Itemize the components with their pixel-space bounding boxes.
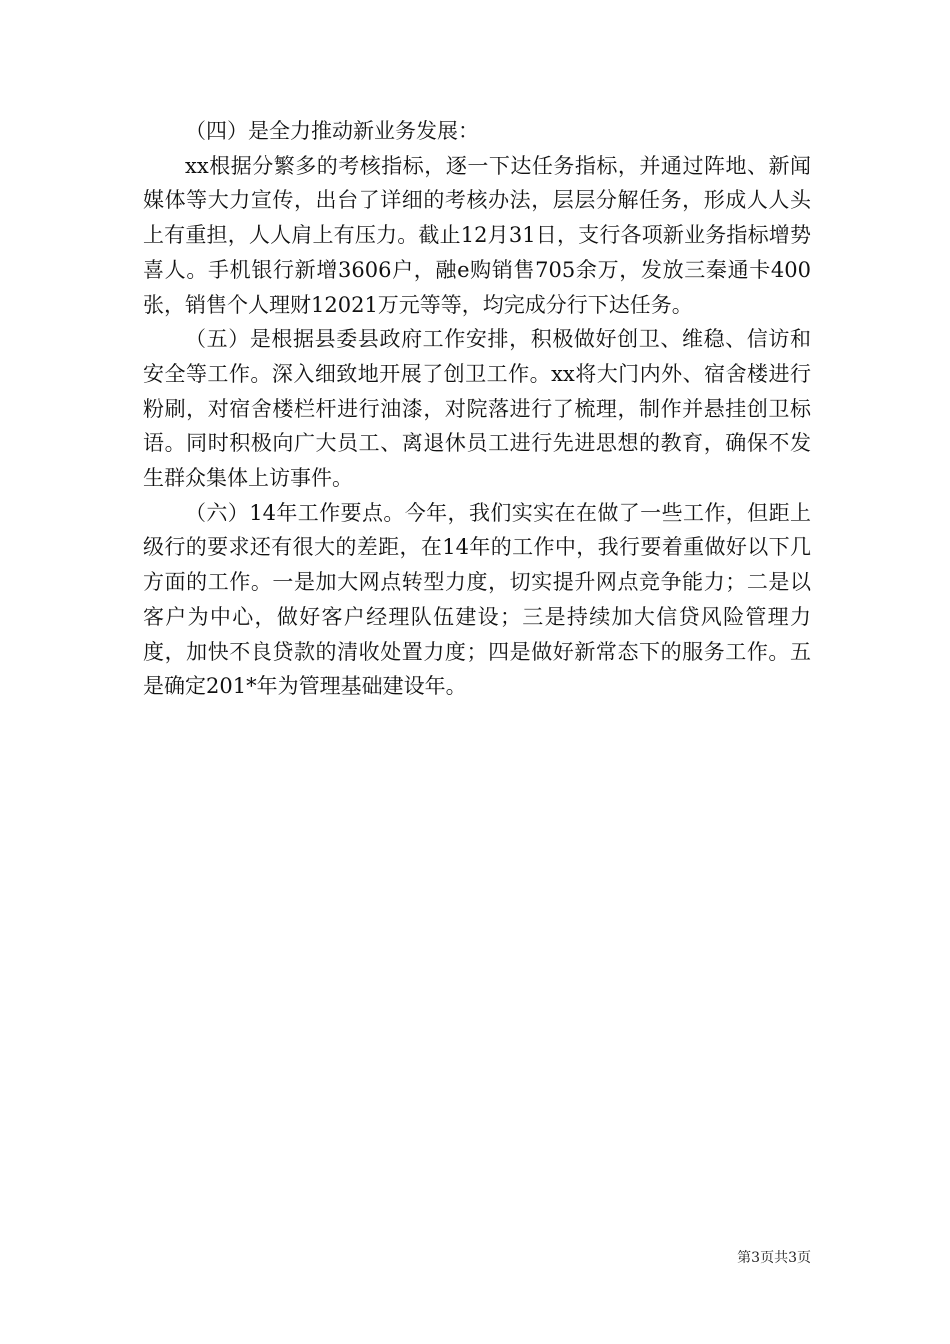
paragraph-new-business: xx根据分繁多的考核指标，逐一下达任务指标，并通过阵地、新闻媒体等大力宣传，出台了详细的考核办法，层层分解任务，形成人人头上有重担，人人肩上有压力。截止12月31日，支行各项新业务指标增势喜人。手机银行新增3606户，融e购销售705余万，发放三秦通卡400张，销售个人理财12021万元等等，均完成分行下达任务。	[143, 153, 811, 317]
document-body	[143, 114, 811, 704]
paragraph-safety-work: （五）是根据县委县政府工作安排，积极做好创卫、维稳、信访和安全等工作。深入细致地开展了创卫工作。xx将大门内外、宿舍楼进行粉刷，对宿舍楼栏杆进行油漆，对院落进行了梳理，制作并悬挂创卫标语。同时积极向广大员工、离退休员工进行先进思想的教育，确保不发生群众集体上访事件。	[143, 327, 811, 491]
page-number-footer	[737, 1248, 811, 1268]
section-heading-4: （四）是全力推动新业务发展：	[185, 119, 479, 143]
page-number-label: 第3页共3页	[737, 1250, 811, 1266]
paragraph-work-points: （六）14年工作要点。今年，我们实实在在做了一些工作，但距上级行的要求还有很大的差距，在14年的工作中，我行要着重做好以下几方面的工作。一是加大网点转型力度，切实提升网点竞争能力；二是以客户为中心，做好客户经理队伍建设；三是持续加大信贷风险管理力度，加快不良贷款的清收处置力度；四是做好新常态下的服务工作。五是确定201*年为管理基础建设年。	[143, 500, 811, 699]
